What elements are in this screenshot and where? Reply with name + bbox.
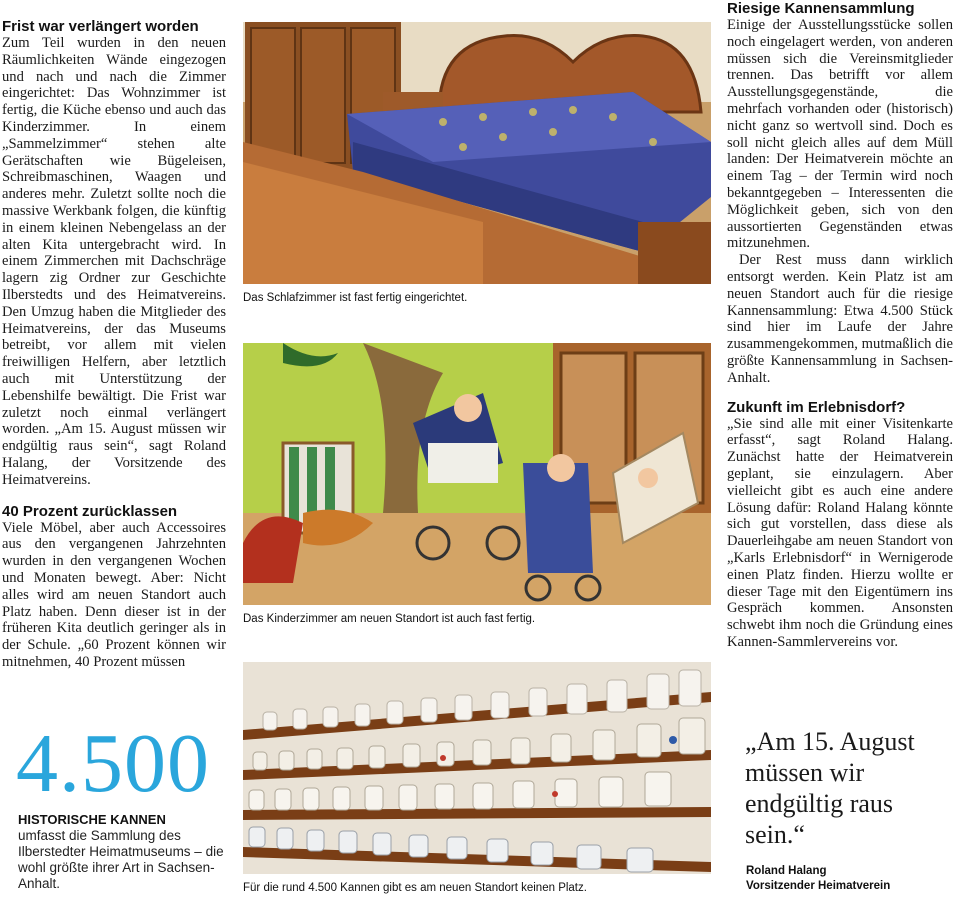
photo-bedroom bbox=[243, 22, 711, 284]
article-text-right-2 bbox=[727, 416, 953, 651]
pull-quote: „Am 15. August müssen wir endgültig raus sein.“ bbox=[745, 727, 915, 849]
quote-author bbox=[746, 864, 890, 894]
caption-childrens-room: Das Kinderzimmer am neuen Standort ist auch fast fertig. bbox=[243, 613, 536, 625]
article-text-left-2 bbox=[2, 520, 226, 671]
paragraph-erlebnisdorf: „Sie sind alle mit einer Visitenkarte erfasst“, sagt Roland Halang. Zunächst hatte der Heimatverein geplant, sie einzulagern. Aber vielleicht gibt es auch eine andere Lösung dafür: Roland Halang könnte sich gut vorstellen, dass diese als Dauerleihgabe am neuen Standort von „Karls Erlebnisdorf“ in Wernigerode einen Platz finden. Hierzu wollte er dieser Tage mit den Eigentümern ins Gespräch kommen. Ansonsten schwebt ihm noch die Gründung eines Kannen-Sammlervereins vor. bbox=[727, 415, 953, 650]
paragraph-40-prozent: Viele Möbel, aber auch Accessoires aus den vergangenen Jahrzehnten wurden in den vergangenen Wochen und Monaten bewegt. Aber: Nicht alles wird am neuen Standort auch Platz haben. Denn dieser ist in der früheren Kita deutlich geringer als in der Schule. „60 Prozent können wir mitnehmen, 40 Prozent müssen bbox=[2, 519, 226, 670]
photo-jug-collection bbox=[243, 662, 711, 874]
right-column bbox=[727, 0, 953, 651]
childrens-room-image bbox=[243, 343, 711, 605]
heading-erlebnisdorf: Zukunft im Erlebnisdorf? bbox=[727, 398, 906, 416]
left-column bbox=[2, 0, 226, 671]
paragraph-kannensammlung-1: Einige der Ausstellungsstücke sollen noch eingelagert werden, von anderen müssen sich die Vereinsmitglieder trennen. Das betrifft vor allem Ausstellungsgegenstände, die mehrfach vorhanden oder (historisch) nicht ganz so wertvoll sind. Doch es soll nicht gleich alles auf dem Müll landen: Der Heimatverein möchte an einem Tag – der Termin wird noch bekanntgegeben – Interessenten die Möglichkeit geben, sich von den aussortierten Gegenständen etwas mitzunehmen. bbox=[727, 17, 953, 252]
heading-kannensammlung: Riesige Kannensammlung bbox=[727, 0, 915, 17]
fact-label: HISTORISCHE KANNEN bbox=[18, 812, 166, 827]
caption-bedroom: Das Schlafzimmer ist fast fertig eingerichtet. bbox=[243, 292, 468, 304]
fact-description: umfasst die Sammlung des Ilberstedter Heimatmuseums – die wohl größte ihrer Art in Sachsen-Anhalt. bbox=[18, 828, 224, 891]
heading-40-prozent: 40 Prozent zurücklassen bbox=[2, 502, 178, 520]
photo-childrens-room bbox=[243, 343, 711, 605]
paragraph-frist: Zum Teil wurden in den neuen Räumlichkeiten Wände eingezogen und nach und nach die Zimmer eingerichtet: Das Wohnzimmer ist fertig, die Küche ebenso und auch das Kinderzimmer. In einem „Sammelzimmer“ stehen alte Gerätschaften wie Bügeleisen, Schreibmaschinen, Waagen und anderes mehr. Zuletzt sollte noch die massive Werkbank folgen, die künftig in einem kleinen Nebengelass an der alten Kita untergebracht wird. In einem Zimmerchen mit Dachschräge lagern zig Ordner zur Geschichte Ilberstedts und des Heimatvereins. Den Umzug haben die Mitglieder des Heimatvereins, der das Museums betreibt, vor allem mit vielen freiwilligen Helfern, aber letztlich auch mit Unterstützung der Lebenshilfe bewältigt. Die Frist war zuletzt noch einmal verlängert worden. „Am 15. August müssen wir endgültig raus sein“, sagt Roland Halang, der Vorsitzende des Heimatvereins. bbox=[2, 35, 226, 488]
photo-column bbox=[243, 0, 713, 900]
bedroom-image bbox=[243, 22, 711, 284]
article-text-right bbox=[727, 17, 953, 387]
heading-frist: Frist war verlängert worden bbox=[2, 18, 199, 35]
paragraph-kannensammlung-2: Der Rest muss dann wirklich entsorgt werden. Kein Platz ist am neuen Standort auch für die riesige Kannensammlung: Etwa 4.500 Stück sind hier im Laufe der Jahre zusammengekommen, mutmaßlich die größte Kannensammlung in Sachsen-Anhalt. bbox=[727, 252, 953, 386]
caption-jug-collection: Für die rund 4.500 Kannen gibt es am neuen Standort keinen Platz. bbox=[243, 882, 587, 894]
quote-author-name: Roland Halang bbox=[746, 865, 827, 877]
article-text-left bbox=[2, 35, 226, 489]
jug-collection-image bbox=[243, 662, 711, 874]
quote-author-role: Vorsitzender Heimatverein bbox=[746, 880, 891, 892]
fact-number: 4.500 bbox=[16, 717, 210, 810]
